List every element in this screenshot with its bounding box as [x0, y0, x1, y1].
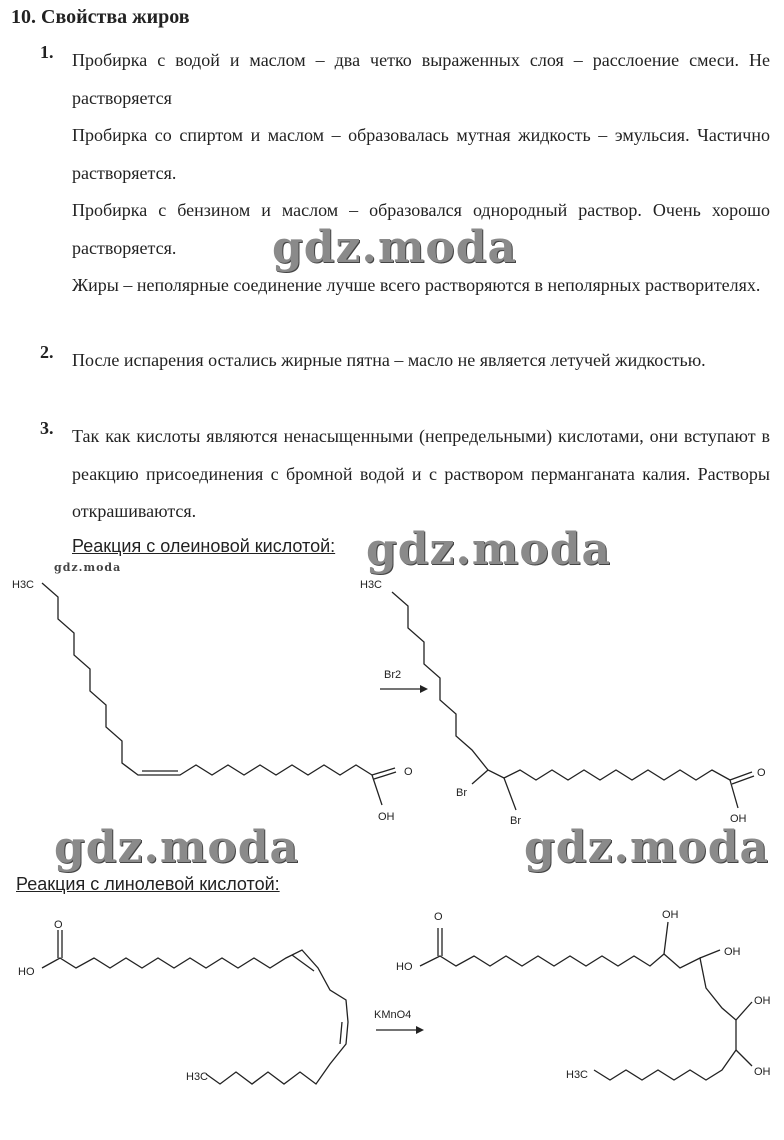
arrow-head-1 — [420, 685, 428, 693]
oleic-oh-bond — [372, 775, 382, 805]
watermark: gdz.moda — [54, 822, 300, 873]
reaction-linoleic-title: Реакция с линолевой кислотой: — [16, 874, 280, 894]
paragraph: Жиры – неполярные соединение лучше всего растворяются в неполярных растворителях. — [72, 275, 761, 295]
oh-bond-4 — [736, 1050, 752, 1066]
reaction-oleic-title: Реакция с олеиновой кислотой: — [72, 536, 336, 556]
oh-label: OH — [754, 995, 771, 1007]
oh-bond-2 — [700, 950, 720, 958]
item-number: 3. — [40, 418, 54, 438]
section-heading: 10. Свойства жиров — [11, 6, 190, 28]
oh-bond-1 — [664, 922, 668, 954]
ho-label: HO — [18, 966, 35, 978]
watermark: gdz.moda — [366, 524, 612, 575]
o-label: O — [434, 911, 443, 923]
thsa-chain — [420, 954, 736, 1080]
ch3-label: H3C — [186, 1071, 209, 1083]
o-label: O — [404, 766, 413, 778]
oleic-chain — [42, 583, 372, 775]
reagent-br2: Br2 — [384, 669, 402, 681]
watermark: gdz.moda — [524, 822, 770, 873]
watermark: gdz.moda — [54, 561, 122, 574]
dibromo-oh-bond — [730, 780, 738, 808]
reagent-kmno4: KMnO4 — [374, 1009, 412, 1021]
paragraph: Пробирка со спиртом и маслом – образовалась мутная жидкость – эмульсия. Частично растворяется. — [72, 125, 770, 183]
br-label: Br — [510, 815, 521, 827]
o-label: O — [757, 767, 766, 779]
dibromo-carbonyl-2 — [732, 776, 754, 784]
br-bond-2 — [504, 778, 516, 810]
lin-double-bond-1 — [292, 955, 314, 971]
watermark: gdz.moda — [272, 222, 518, 273]
paragraph: После испарения остались жирные пятна – масло не является летучей жидкостью. — [72, 350, 706, 370]
item-number: 2. — [40, 342, 54, 362]
paragraph: Пробирка с бензином и маслом – образовался однородный раствор. Очень хорошо растворяется. — [72, 200, 770, 258]
lin-double-bond-2 — [340, 1022, 342, 1044]
ch3-label: H3C — [566, 1069, 589, 1081]
oh-label: OH — [730, 813, 747, 825]
ho-label: HO — [396, 961, 413, 973]
item-number: 1. — [40, 42, 54, 62]
br-bond-1 — [472, 770, 488, 784]
ch3-label: H3C — [360, 579, 383, 591]
ch3-label: H3C — [12, 579, 35, 591]
lin-chain — [42, 950, 348, 1084]
dibromo-chain — [392, 592, 730, 780]
paragraph: Так как кислоты являются ненасыщенными (непредельными) кислотами, они вступают в реакцию присоединения с бромной водой и с раствором перманганата калия. Растворы открашиваются. — [72, 426, 770, 521]
o-label: O — [54, 919, 63, 931]
oh-label: OH — [724, 946, 741, 958]
oh-label: OH — [662, 909, 679, 921]
br-label: Br — [456, 787, 467, 799]
paragraph: Пробирка с водой и маслом – два четко выраженных слоя – расслоение смеси. Не растворяется — [72, 50, 770, 108]
oh-label: OH — [378, 811, 395, 823]
oh-label: OH — [754, 1066, 771, 1078]
dibromo-carbonyl — [730, 772, 752, 780]
oh-bond-3 — [736, 1002, 752, 1020]
arrow-head-2 — [416, 1026, 424, 1034]
